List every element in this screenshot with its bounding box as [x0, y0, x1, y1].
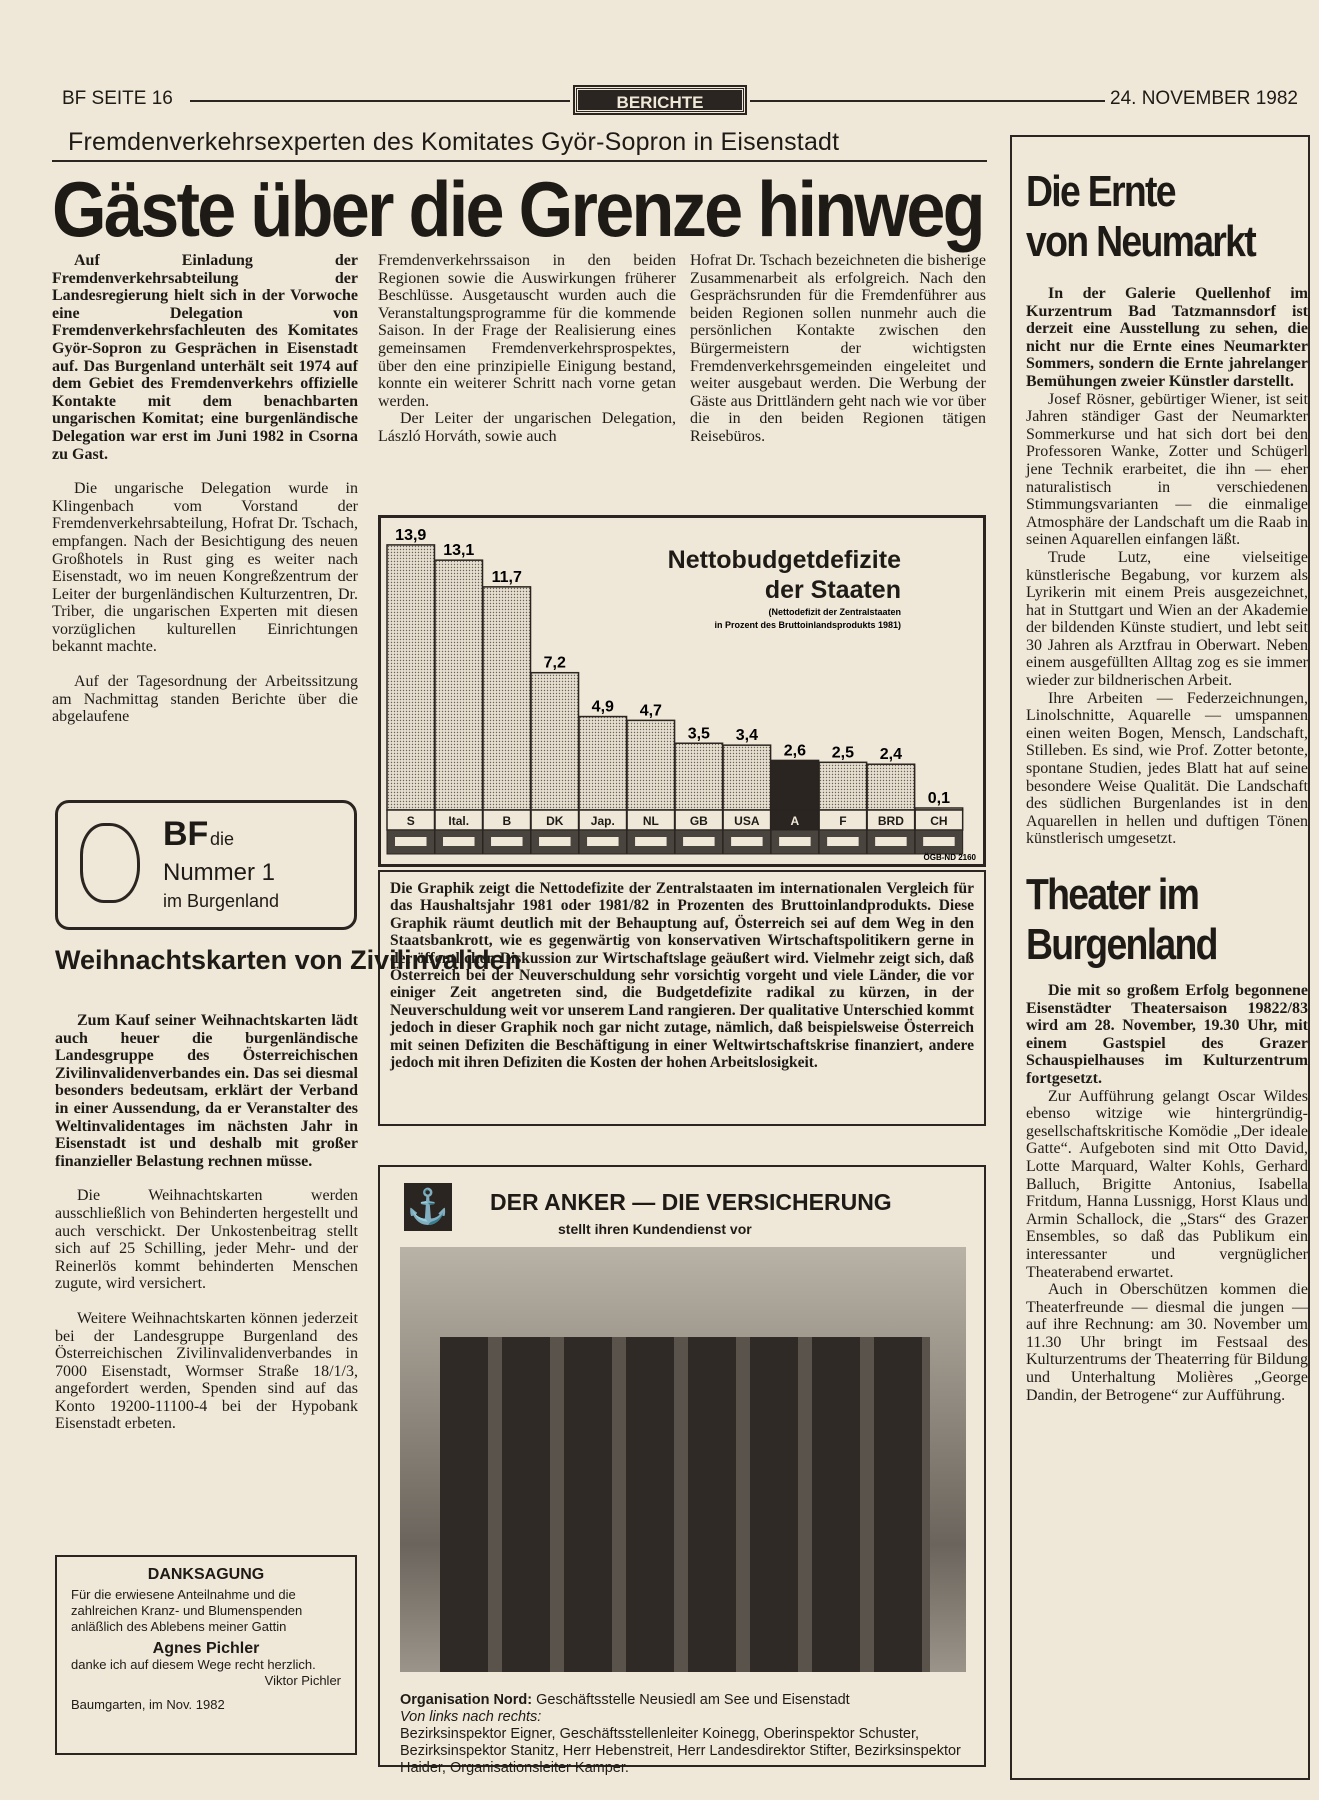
value-label: 13,9 [395, 526, 427, 544]
paragraph: Die ungarische Delegation wurde in Klingenbach vom Vorstand der Fremdenverkehrsabteilung, Hofrat Dr. Tschach, empfangen. Nach der Besichtigung des neuen Großhotels in Rust ging es weiter nach Eisenstadt, wo im neuen Kongreßzentrum der Leiter der burgenländischen Kulturzentren, Dr. Triber, die ungarischen Experten mit diesen vorzüglichen kulturellen Einrichtungen bekannt machte. [52, 480, 358, 656]
chart-subtitle-line2: in Prozent des Bruttoinlandsprodukts 1981) [714, 620, 901, 630]
paragraph: Weitere Weihnachtskarten können jederzeit bei der Landesgruppe Burgenland des Österreichischen Zivilinvalidenverbandes in 7000 Eisenstadt, Wormser Straße 18/1/3, angefordert werden, Spenden sind auf das Konto 19200-11100-4 bei der Hypobank Eisenstadt erbeten. [55, 1309, 358, 1433]
value-label: 4,9 [591, 698, 614, 716]
value-label: 2,6 [783, 742, 806, 760]
ernte-title: Die Ernte [1026, 167, 1175, 216]
notice-thanks: danke ich auf diesem Wege recht herzlich. [71, 1657, 316, 1672]
article-column-1 [52, 252, 358, 726]
value-label: 3,5 [687, 725, 710, 743]
bar-GB [675, 743, 723, 810]
flag-mark [539, 837, 571, 846]
photo-caption [400, 1692, 970, 1777]
theater-title: Theater im [1026, 870, 1199, 919]
theater-title-2: Burgenland [1026, 920, 1217, 969]
article-column-3 [690, 252, 986, 446]
issue-date: 24. NOVEMBER 1982 [1110, 88, 1298, 109]
bf-logo: BF [163, 815, 209, 853]
anker-title: DER ANKER — DIE VERSICHERUNG [490, 1189, 892, 1215]
bar-USA [723, 745, 771, 810]
paragraph: Der Leiter der ungarischen Delegation, László Horváth, sowie auch [378, 410, 676, 445]
divider [750, 100, 1105, 102]
flag-mark [875, 837, 907, 846]
paragraph: Trude Lutz, eine vielseitige künstlerische Begabung, vor kurzem als Lyrikerin mit einem Preis ausgezeichnet, hat in Stuttgart und Wien an der Akademie der bildenden Künste studiert, und lebt seit 30 Jahren als Arztfrau in Oberwart. Neben einem ausgefüllten Alltag zog es sie immer wieder zur bildnerischen Arbeit. [1026, 548, 1308, 690]
value-label: 7,2 [543, 654, 566, 672]
ernte-title-2: von Neumarkt [1026, 217, 1256, 266]
anchor-icon: ⚓ [404, 1183, 452, 1231]
paragraph: Auch in Oberschützen kommen die Theaterfreunde — diesmal die jungen — auf ihre Rechnung: am 30. November um 11.30 Uhr bringt im Festsaal des Kulturzentrums der Theaterring für Bildung und Unterhaltung Molières „George Dandin, der Betrogene“ zur Aufführung. [1026, 1281, 1308, 1404]
value-label: 11,7 [491, 568, 522, 586]
bf-advert [55, 800, 357, 930]
paragraph: Hofrat Dr. Tschach bezeichneten die bisherige Zusammenarbeit als erfolgreich. Nach den Gesprächsrunden für die Fremdenführer aus beiden Regionen sollen nunmehr auch die persönlichen Kontakte zwischen den Bürgermeistern der wichtigsten Fremdenverkehrsgemeinden eingeleitet und weiter ausgebaut werden. Die Werbung der Gäste aus Drittländern geht nach wie vor über die in den beiden Regionen tätigen Reisebüros. [690, 252, 986, 445]
flag-mark [443, 837, 475, 846]
notice-signer: Viktor Pichler [264, 1673, 341, 1688]
anker-advert [378, 1165, 986, 1776]
right-column [1010, 135, 1310, 1780]
article-headline: Gäste über die Grenze hinweg [52, 165, 983, 253]
chart-frame [378, 515, 986, 867]
paragraph: Zur Aufführung gelangt Oscar Wildes ebenso witzige wie hintergründig-gesellschaftskritische Komödie „Der ideale Gatte“. Aufgeboten sind mit Otto David, Lotte Marquard, Walter Kohls, Gerhard Balluch, Brigitte Antonius, Isabella Fritdum, Hanna Lussnigg, Horst Klaus und Armin Schallock, die „Stars“ des Grazer Ensembles, so daß das Publikum ein interessanter und vergnüglicher Theaterabend erwartet. [1026, 1087, 1308, 1281]
chart-title-line2: der Staaten [764, 576, 901, 604]
paragraph: Auf der Tagesordnung der Arbeitssitzung am Nachmittag standen Berichte über die abgelaufene [52, 673, 358, 726]
section-badge: BERICHTE [575, 87, 745, 113]
bar-NL [627, 720, 675, 810]
bf-slogan: Nummer 1 [163, 859, 276, 886]
lead-paragraph: Die mit so großem Erfolg begonnene Eisenstädter Theatersaison 19822/83 wird am 28. November, 19.30 Uhr, mit einem Gastspiel des Grazer Schauspielhauses im Kulturzentrum fortgesetzt. [1026, 982, 1308, 1087]
category-label: F [839, 814, 847, 828]
divider [52, 160, 987, 162]
bar-A [771, 760, 819, 810]
chart-caption [378, 870, 986, 1126]
value-label: 13,1 [443, 542, 475, 560]
caption-text: Die Graphik zeigt die Nettodefizite der Zentralstaaten im internationalen Vergleich für das Haushaltsjahr 1981 oder 1981/82 in Prozenten des Bruttoinlandprodukts. Diese Graphik räumt deutlich mit der Behauptung auf, Österreich sei auf dem Weg in den Staatsbankrott, wie es gegenwärtig von konservativen Wirtschaftspolitikern gerne in der öffentlichen Diskussion zur Wirtschaftslage geäußert wird. Vielmehr zeigt sich, daß Österreich bei der Neuverschuldung sehr vorsichtig vorgeht und viele Länder, die vor einiger Zeit angetreten sind, die Budgetdefizite radikal zu kürzen, in der Neuverschuldung weit vor unserem Land rangieren. Der qualitative Unterschied kommt jedoch in dieser Graphik noch gar nicht zutage, nämlich, daß beispielsweise Österreich mit seinen Defiziten die Beschäftigung in einer Weltwirtschaftskrise finanziert, andere jedoch mit ihren Defiziten die Kosten der hohen Arbeitslosigkeit. [390, 880, 974, 1072]
flag-mark [635, 837, 667, 846]
group-photo [400, 1247, 966, 1672]
weihnacht-title: Weihnachtskarten von Zivilinvaliden [55, 945, 522, 975]
anker-subtitle: stellt ihren Kundendienst vor [558, 1221, 752, 1237]
bar-Jap. [579, 717, 627, 810]
caption-names: Bezirksinspektor Eigner, Geschäftsstellenleiter Koinegg, Oberinspektor Schuster, Bezirksinspektor Stanitz, Herr Hebenstreit, Herr Landesdirektor Stifter, Bezirksinspektor Haider, Organisationsleiter Kamper. [400, 1726, 961, 1776]
category-label: BRD [877, 814, 904, 828]
flag-mark [779, 837, 811, 846]
notice-title: DANKSAGUNG [147, 1566, 265, 1583]
bf-slogan-2: im Burgenland [163, 891, 280, 911]
bar-DK [531, 673, 579, 810]
lead-paragraph: Zum Kauf seiner Weihnachtskarten lädt auch heuer die burgenländische Landesgruppe des Österreichischen Zivilinvalidenverbandes ein. Das sei diesmal besonders bedeutsam, erklärt der Verband in einer Aussendung, da er Veranstalter des Weltinvalidentages im nächsten Jahr in Eisenstadt ist und deshalb mit großer finanzieller Belastung rechnen müsse. [55, 1012, 358, 1170]
category-label: Jap. [590, 814, 615, 828]
flag-mark [923, 837, 955, 846]
paragraph: Ihre Arbeiten — Federzeichnungen, Linolschnitte, Aquarelle — umspannen einen weiten Bogen, Mensch, Landschaft, Stilleben. Es sind, wie Prof. Zotter betonte, spontane Studien, jedes Blatt hat auf seine besondere Weise Qualität. Die Landschaft des südlichen Burgenlandes ist in den Aquarellen in hellen und duftigen Tönen künstlerisch umgesetzt. [1026, 689, 1308, 848]
category-label: NL [642, 814, 659, 828]
mascot-icon [80, 823, 140, 903]
flag-mark [587, 837, 619, 846]
notice-place: Baumgarten, im Nov. 1982 [71, 1697, 225, 1712]
lead-paragraph: Auf Einladung der Fremdenverkehrsabteilung der Landesregierung hielt sich in der Vorwoche eine Delegation von Fremdenverkehrsfachleuten des Komitates Györ-Sopron zu Gesprächen in Eisenstadt auf. Das Burgenland unterhält seit 1974 auf dem Gebiet des Fremdenverkehrs offizielle Kontakte mit dem benachbarten ungarischen Komitat; eine burgenländische Delegation war erst im Juni 1982 in Csorna zu Gast. [52, 252, 358, 463]
bar-chart [381, 518, 983, 864]
weihnacht-article [55, 1012, 358, 1433]
flag-mark [731, 837, 763, 846]
chart-subtitle: (Nettodefizit der Zentralstaaten [768, 607, 901, 617]
category-label: GB [689, 814, 708, 828]
value-label: 2,4 [879, 746, 903, 764]
value-label: 0,1 [927, 790, 951, 807]
bar-B [483, 587, 531, 810]
lead-paragraph: In der Galerie Quellenhof im Kurzentrum Bad Tatzmannsdorf ist derzeit eine Ausstellung zu sehen, die nicht nur die Ernte eines Neumarkter Sommers, sondern die Ernte jahrelanger Bemühungen zweier Künstler darstellt. [1026, 285, 1308, 390]
article-column-2 [378, 252, 676, 446]
chart-title: Nettobudgetdefizite [667, 546, 901, 574]
caption-label: Organisation Nord: [400, 1692, 533, 1708]
category-label: S [406, 814, 415, 828]
divider [190, 100, 570, 102]
paragraph: Josef Rösner, gebürtiger Wiener, ist seit Jahren ständiger Gast der Neumarkter Sommerkurse und hat sich dort bei den Professoren Wanke, Zotter und Schügerl jene Technik erarbeitet, die ihn — eher naturalistisch in verschiedenen Stimmungsvarianten — die einmalige Atmosphäre der Landschaft um die Raab in seinen Aquarellen einfangen läßt. [1026, 390, 1308, 549]
category-label: Ital. [448, 814, 470, 828]
category-label: DK [546, 814, 564, 828]
value-label: 2,5 [831, 744, 855, 762]
article-kicker: Fremdenverkehrsexperten des Komitates Györ-Sopron in Eisenstadt [68, 128, 840, 156]
notice-text: Für die erwiesene Anteilnahme und die zahlreichen Kranz- und Blumenspenden anläßlich des Ablebens meiner Gattin [71, 1587, 303, 1634]
category-label: USA [734, 814, 760, 828]
flag-mark [395, 837, 427, 846]
bar-F [819, 762, 867, 810]
paragraph: Die Weihnachtskarten werden ausschließlich von Behinderten hergestellt und auch verschickt. Der Unkostenbeitrag stellt sich auf 25 Schilling, jeder Mehr- und der Reinerlös kommt behinderten Menschen zugute, wird versichert. [55, 1187, 358, 1293]
paragraph: Fremdenverkehrssaison in den beiden Regionen sowie die Auswirkungen früherer Beschlüsse. Ausgetauscht wurden auch die Veranstaltungsprogramme für die kommende Saison. In der Frage der Realisierung eines gemeinsamen Fremdenverkehrsprospektes, über den eine prinzipielle Einigung bestand, konnte ein weiterer Schritt nach vorne getan werden. [378, 252, 676, 410]
value-label: 3,4 [735, 727, 758, 745]
danksagung-notice [55, 1555, 357, 1755]
value-label: 4,7 [639, 702, 662, 720]
bar-Ital. [435, 560, 483, 810]
photo-people [440, 1337, 930, 1672]
category-label: A [790, 814, 800, 828]
notice-name: Agnes Pichler [152, 1640, 260, 1657]
page-number: BF SEITE 16 [62, 88, 173, 109]
flag-mark [491, 837, 523, 846]
category-label: CH [930, 814, 948, 828]
category-label: B [502, 814, 512, 828]
caption-location: Geschäftsstelle Neusiedl am See und Eisenstadt [532, 1692, 850, 1708]
bar-BRD [867, 764, 915, 810]
bar-S [387, 545, 435, 810]
bf-die: die [210, 829, 235, 849]
chart-source: ÖGB-ND 2160 [923, 853, 976, 862]
caption-order: Von links nach rechts: [400, 1709, 542, 1725]
flag-mark [827, 837, 859, 846]
flag-mark [683, 837, 715, 846]
